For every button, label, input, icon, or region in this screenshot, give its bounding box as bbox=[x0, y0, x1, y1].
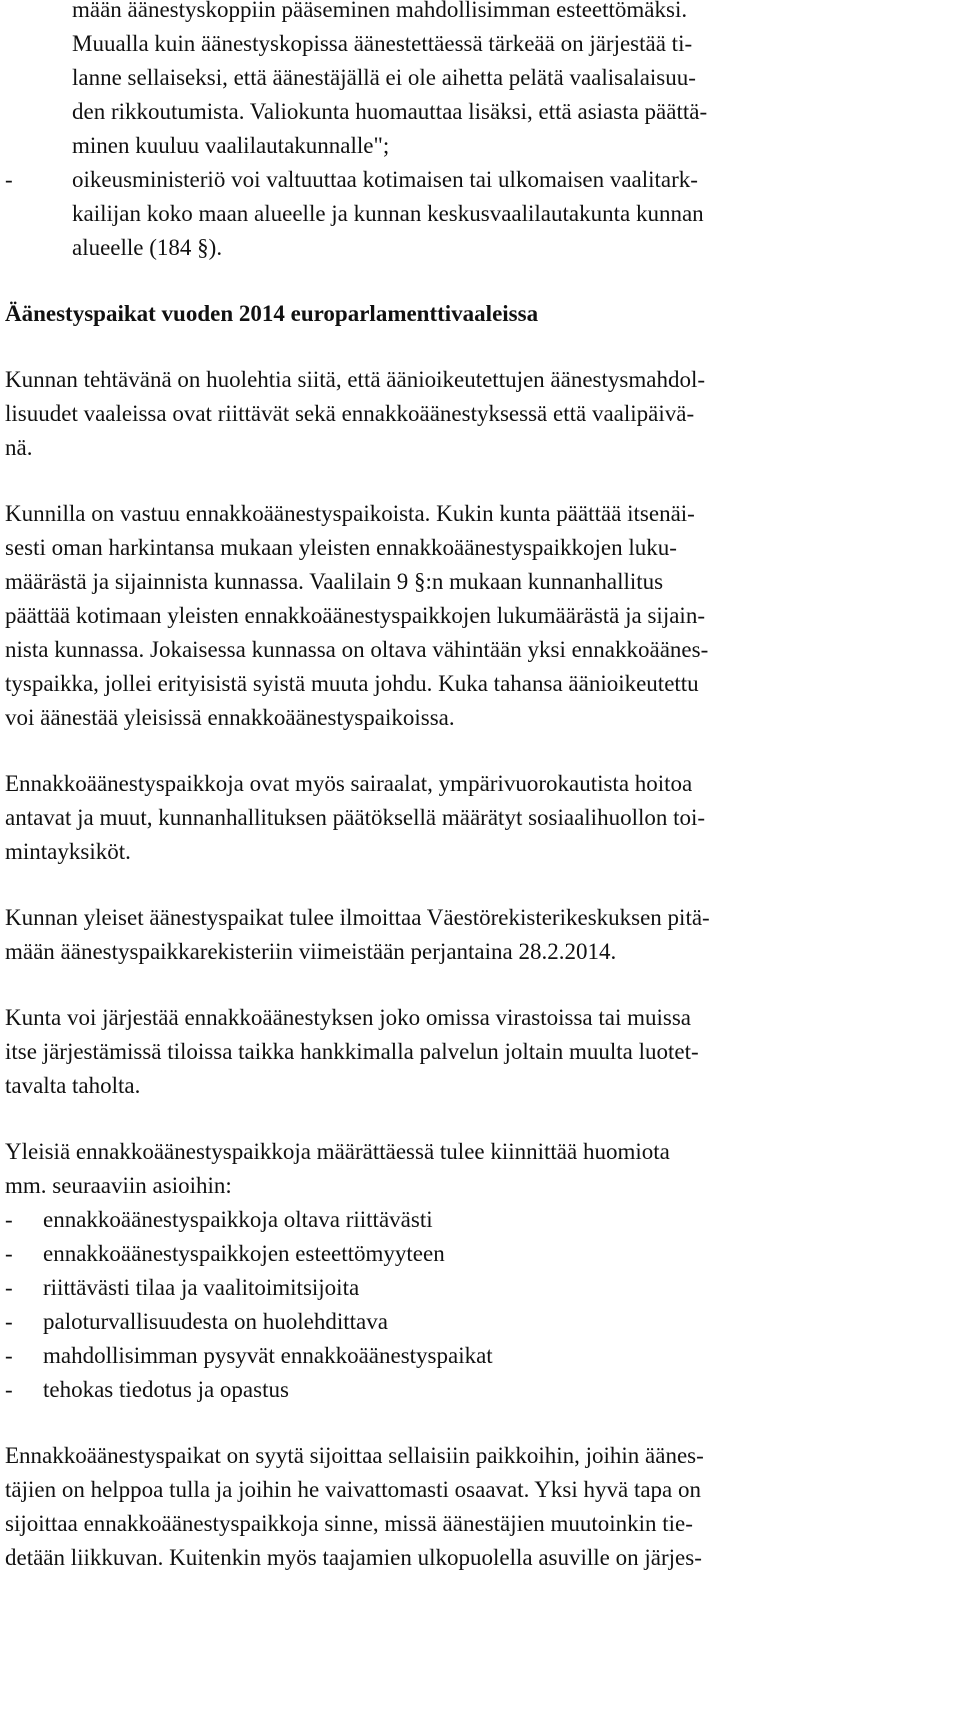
text-line: nista kunnassa. Jokaisessa kunnassa on oltava vähintään yksi ennakkoäänes- bbox=[5, 637, 709, 662]
text-line: minen kuuluu vaalilautakunnalle"; bbox=[72, 133, 390, 158]
text-line: määrästä ja sijainnista kunnassa. Vaalilain 9 §:n mukaan kunnanhallitus bbox=[5, 569, 664, 594]
text-line: lisuudet vaaleissa ovat riittävät sekä ennakkoäänestyksessä että vaalipäivä- bbox=[5, 401, 695, 426]
text-line: Yleisiä ennakkoäänestyspaikkoja määrättäessä tulee kiinnittää huomiota bbox=[5, 1139, 670, 1164]
text-line: Kunnan yleiset äänestyspaikat tulee ilmoittaa Väestörekisterikeskuksen pitä- bbox=[5, 905, 710, 930]
text-line: kailijan koko maan alueelle ja kunnan keskusvaalilautakunta kunnan bbox=[72, 201, 704, 226]
text-line: tavalta taholta. bbox=[5, 1073, 141, 1098]
list-item: tehokas tiedotus ja opastus bbox=[43, 1377, 289, 1402]
list-item: ennakkoäänestyspaikkojen esteettömyyteen bbox=[43, 1241, 445, 1266]
text-line: mään äänestyskoppiin pääseminen mahdollisimman esteettömäksi. bbox=[72, 0, 688, 22]
text-line: Kunnilla on vastuu ennakkoäänestyspaikoista. Kukin kunta päättää itsenäi- bbox=[5, 501, 695, 526]
text-line: den rikkoutumista. Valiokunta huomauttaa lisäksi, että asiasta päättä- bbox=[72, 99, 708, 124]
list-item: ennakkoäänestyspaikkoja oltava riittävästi bbox=[43, 1207, 433, 1232]
list-item: mahdollisimman pysyvät ennakkoäänestyspaikat bbox=[43, 1343, 493, 1368]
text-line: päättää kotimaan yleisten ennakkoäänestyspaikkojen lukumäärästä ja sijain- bbox=[5, 603, 705, 628]
text-line: tyspaikka, jollei erityisistä syistä muuta johdu. Kuka tahansa äänioikeutettu bbox=[5, 671, 699, 696]
section-heading: Äänestyspaikat vuoden 2014 europarlamenttivaaleissa bbox=[5, 301, 539, 326]
text-line: voi äänestää yleisissä ennakkoäänestyspaikoissa. bbox=[5, 705, 455, 730]
list-dash: - bbox=[5, 1207, 13, 1232]
text-line: Kunta voi järjestää ennakkoäänestyksen joko omissa virastoissa tai muissa bbox=[5, 1005, 692, 1030]
text-line: mään äänestyspaikkarekisteriin viimeistään perjantaina 28.2.2014. bbox=[5, 939, 617, 964]
text-line: mintayksiköt. bbox=[5, 839, 131, 864]
list-dash: - bbox=[5, 1309, 13, 1334]
text-line: antavat ja muut, kunnanhallituksen päätöksellä määrätyt sosiaalihuollon toi- bbox=[5, 805, 706, 830]
text-line: sesti oman harkintansa mukaan yleisten ennakkoäänestyspaikkojen luku- bbox=[5, 535, 677, 560]
text-line: oikeusministeriö voi valtuuttaa kotimaisen tai ulkomaisen vaalitark- bbox=[72, 167, 698, 192]
text-line: lanne sellaiseksi, että äänestäjällä ei ole aihetta pelätä vaalisalaisuu- bbox=[72, 65, 696, 90]
text-line: Ennakkoäänestyspaikat on syytä sijoittaa sellaisiin paikkoihin, joihin äänes- bbox=[5, 1443, 704, 1468]
list-dash: - bbox=[5, 1275, 13, 1300]
text-line: mm. seuraaviin asioihin: bbox=[5, 1173, 232, 1198]
text-line: Muualla kuin äänestyskopissa äänestettäessä tärkeää on järjestää ti- bbox=[72, 31, 693, 56]
text-line: nä. bbox=[5, 435, 33, 460]
list-item: riittävästi tilaa ja vaalitoimitsijoita bbox=[43, 1275, 360, 1300]
text-line: Kunnan tehtävänä on huolehtia siitä, että äänioikeutettujen äänestysmahdol- bbox=[5, 367, 705, 392]
list-dash: - bbox=[5, 1377, 13, 1402]
list-item: paloturvallisuudesta on huolehdittava bbox=[43, 1309, 388, 1334]
text-line: sijoittaa ennakkoäänestyspaikkoja sinne, missä äänestäjien muutoinkin tie- bbox=[5, 1511, 693, 1536]
list-dash: - bbox=[5, 1241, 13, 1266]
text-line: täjien on helppoa tulla ja joihin he vaivattomasti osaavat. Yksi hyvä tapa on bbox=[5, 1477, 701, 1502]
text-line: itse järjestämissä tiloissa taikka hankkimalla palvelun joltain muulta luotet- bbox=[5, 1039, 699, 1064]
text-line: Ennakkoäänestyspaikkoja ovat myös sairaalat, ympärivuorokautista hoitoa bbox=[5, 771, 693, 796]
list-dash: - bbox=[5, 1343, 13, 1368]
list-dash: - bbox=[5, 167, 13, 192]
text-line: alueelle (184 §). bbox=[72, 235, 223, 260]
text-line: detään liikkuvan. Kuitenkin myös taajamien ulkopuolella asuville on järjes- bbox=[5, 1545, 702, 1570]
